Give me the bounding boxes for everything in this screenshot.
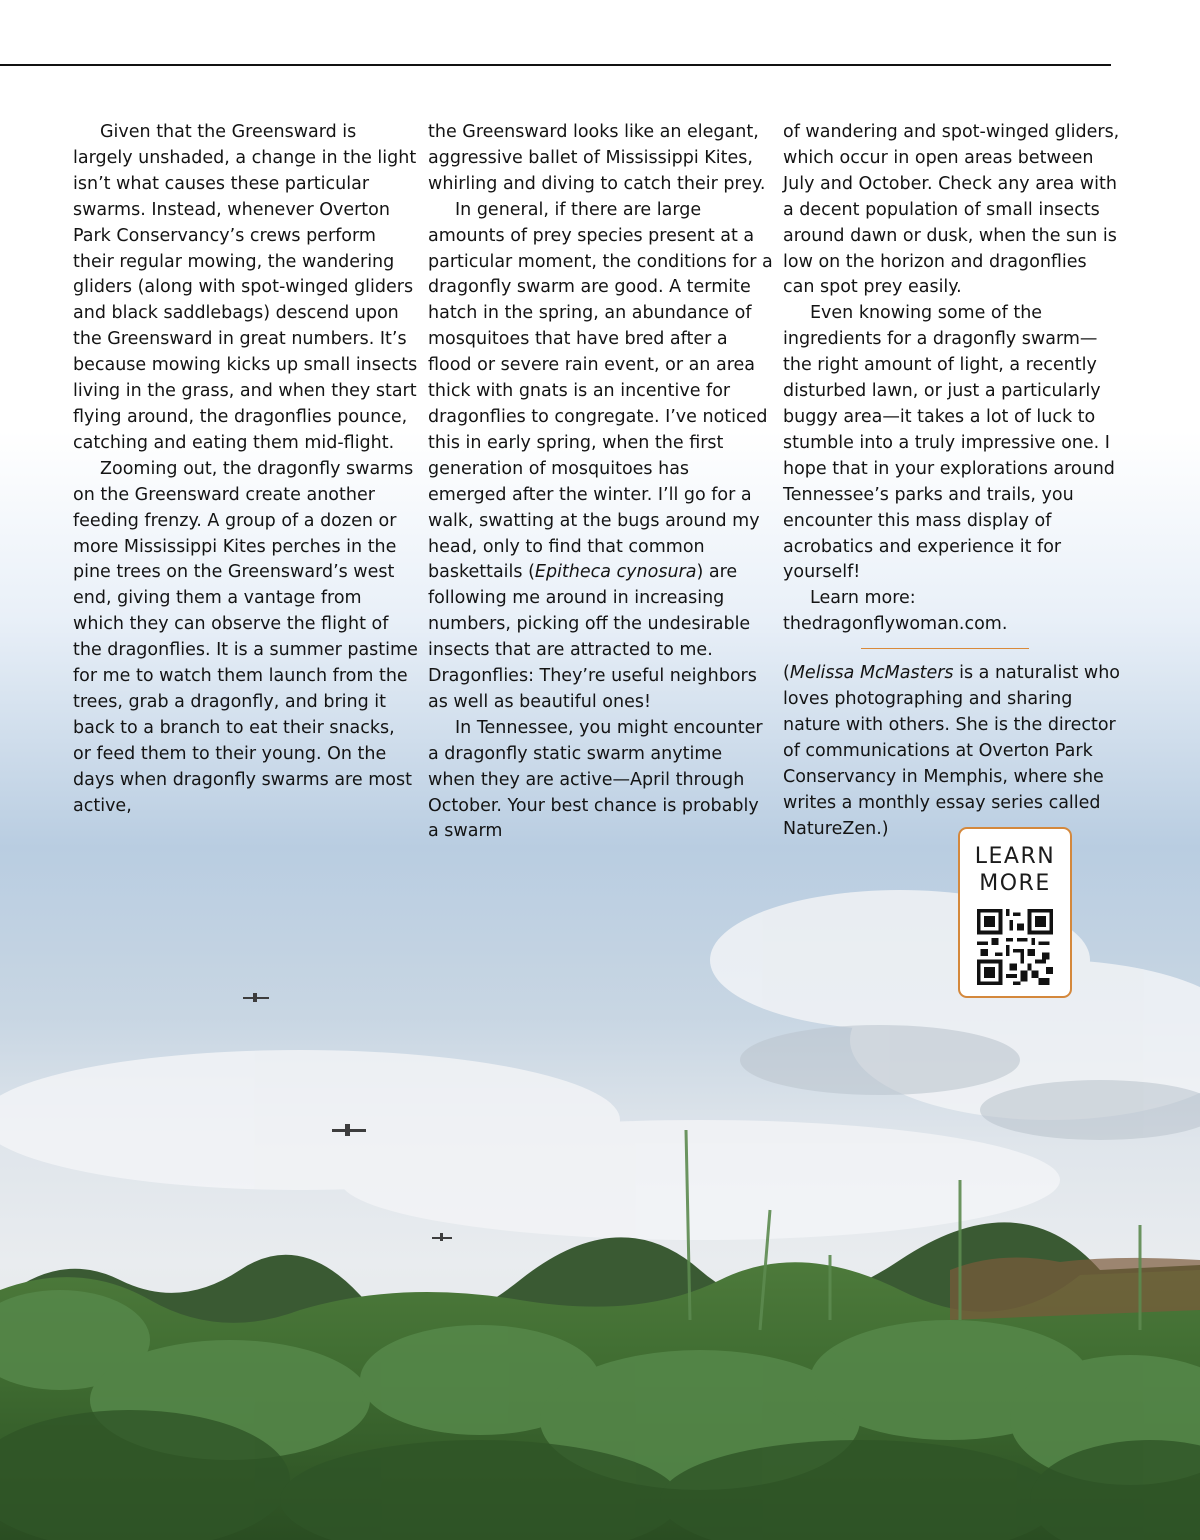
learn-more-qr-box[interactable] [958, 827, 1072, 998]
paragraph-text: ) are following me around in increasing numbers, picking off the undesirable insects that are attracted to me. Dragonflies: They’re useful neighbors as well as beautiful ones! [428, 562, 757, 712]
paragraph: the Greensward looks like an elegant, aggressive ballet of Mississippi Kites, whirling and diving to catch their prey. [428, 122, 766, 194]
learn-more-line-2: MORE [979, 871, 1051, 896]
column-2 [428, 120, 773, 845]
species-name: Epitheca cynosura [534, 562, 697, 583]
paragraph: Given that the Greensward is largely unshaded, a change in the light isn’t what causes these particular swarms. Instead, whenever Overton Park Conservancy’s crews perform their regular mowing, the wandering gliders (along with spot-winged gliders and black saddlebags) descend upon the Greensward in great numbers. It’s because mowing kicks up small insects living in the grass, and when they start flying around, the dragonflies pounce, catching and eating them mid-flight. [73, 122, 418, 453]
column-1 [73, 120, 418, 819]
qr-code-icon[interactable] [977, 909, 1053, 985]
learn-more-line-1: LEARN [974, 844, 1056, 869]
paragraph: Zooming out, the dragonfly swarms on the Greensward create another feeding frenzy. A group of a dozen or more Mississippi Kites perches in the pine trees on the Greensward’s west end, giving them a vantage from which they can observe the flight of the dragonflies. It is a summer pastime for me to watch them launch from the trees, grab a dragonfly, and bring it back to a branch to eat their snacks, or feed them to their young. On the days when dragonfly swarms are most active, [73, 458, 418, 816]
bio-text: is a naturalist who loves photographing and sharing nature with others. She is the director of communications at Overton Park Conservancy in Memphis, where she writes a monthly essay series called NatureZen.) [783, 663, 1121, 839]
column-3 [783, 120, 1123, 842]
top-rule [0, 64, 1111, 66]
divider [861, 648, 1029, 649]
paragraph [428, 198, 773, 716]
author-name: Melissa McMasters [789, 663, 954, 684]
paragraph: of wandering and spot-winged gliders, which occur in open areas between July and October. Check any area with a decent population of small insects around dawn or dusk, when the sun is low on the horizon and dragonflies can spot prey easily. [783, 122, 1120, 298]
learn-more-label [960, 843, 1070, 897]
learn-more-line: Learn more: thedragonflywoman.com. [783, 588, 1008, 635]
bio-text: ( [783, 663, 790, 684]
paragraph: Even knowing some of the ingredients for a dragonfly swarm—the right amount of light, a recently disturbed lawn, or just a particularly buggy area—it takes a lot of luck to stumble into a truly impressive one. I hope that in your explorations around Tennessee’s parks and trails, you encounter this mass display of acrobatics and experience it for yourself! [783, 303, 1115, 583]
paragraph-text: In general, if there are large amounts of prey species present at a particular moment, the conditions for a dragonfly swarm are good. A termite hatch in the spring, an abundance of mosquitoes that have bred after a flood or severe rain event, or an area thick with gnats is an incentive for dragonflies to congregate. I’ve noticed this in early spring, when the first generation of mosquitoes has emerged after the winter. I’ll go for a walk, swatting at the bugs around my head, only to find that common baskettails ( [428, 199, 773, 583]
paragraph: In Tennessee, you might encounter a dragonfly static swarm anytime when they are active—April through October. Your best chance is probably a swarm [428, 717, 763, 842]
author-bio [783, 661, 1123, 842]
